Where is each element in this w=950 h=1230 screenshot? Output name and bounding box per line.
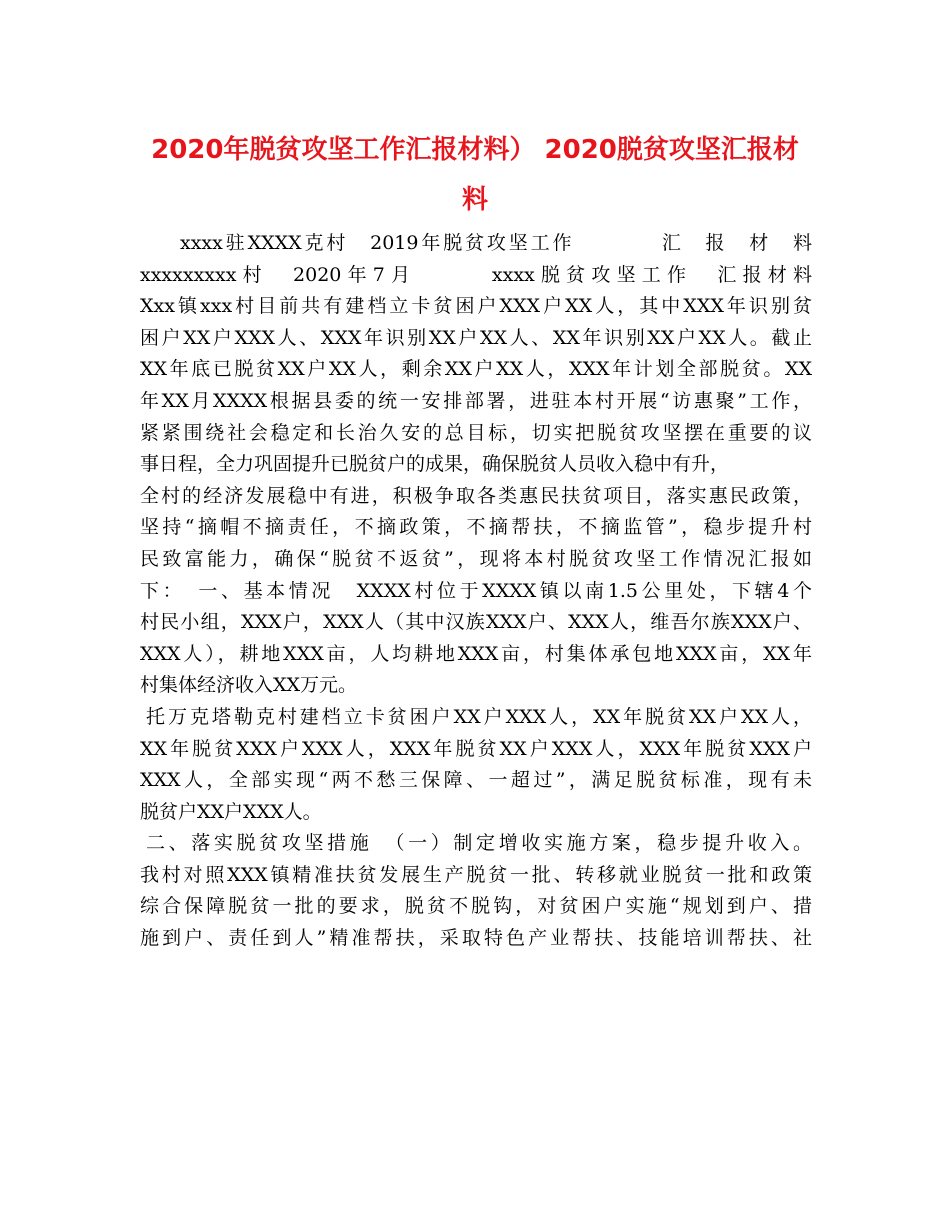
body-line: 全村的经济发展稳中有进，积极争取各类惠民扶贫项目，落实惠民政策， (140, 484, 812, 507)
body-line: 民致富能力，确保“脱贫不返贫”，现将本村脱贫攻坚工作情况汇报如 (140, 547, 812, 570)
body-line: 年XX月XXXX根据县委的统一安排部署，进驻本村开展“访惠聚”工作， (140, 389, 812, 412)
document-body (140, 228, 812, 955)
body-line: 综合保障脱贫一批的要求，脱贫不脱钩，对贫困户实施“规划到户、措 (140, 895, 812, 918)
body-line: 坚持“摘帽不摘责任，不摘政策，不摘帮扶，不摘监管”，稳步提升村 (140, 516, 812, 539)
body-line: 我村对照XXX镇精准扶贫发展生产脱贫一批、转移就业脱贫一批和政策 (140, 863, 812, 886)
body-line: 村民小组，XXX户，XXX人（其中汉族XXX户、XXX人，维吾尔族XXX户、 (140, 611, 812, 634)
body-line-header-2: xxxxxxxxx村 2020年7月 xxxx脱贫攻坚工作 汇报材料 (140, 263, 812, 286)
body-line: 事日程，全力巩固提升已脱贫户的成果，确保脱贫人员收入稳中有升， (140, 453, 730, 476)
body-line: XXX人，全部实现“两不愁三保障、一超过”，满足脱贫标准，现有未 (140, 769, 812, 792)
body-line-header-1: xxxx驻XXXX克村 2019年脱贫攻坚工作 汇 报 材 料 (180, 232, 812, 254)
body-line: 脱贫户XX户XXX人。 (140, 800, 322, 823)
body-line: 施到户、责任到人”精准帮扶，采取特色产业帮扶、技能培训帮扶、社 (140, 927, 812, 950)
body-line-section-1: 下： 一、基本情况 XXXX村位于XXXX镇以南1.5公里处，下辖4个 (140, 579, 812, 602)
body-line: Xxx镇xxx村目前共有建档立卡贫困户XXX户XX人，其中XXX年识别贫 (140, 295, 812, 318)
body-line: XX年底已脱贫XX户XX人，剩余XX户XX人，XXX年计划全部脱贫。XX (140, 358, 812, 381)
body-line-section-2: 二、落实脱贫攻坚措施 （一）制定增收实施方案，稳步提升收入。 (146, 832, 812, 855)
body-line: 困户XX户XXX人、XXX年识别XX户XX人、XX年识别XX户XX人。截止 (140, 326, 812, 349)
body-line: 紧紧围绕社会稳定和长治久安的总目标，切实把脱贫攻坚摆在重要的议 (140, 421, 812, 444)
body-line: XX年脱贫XXX户XXX人，XXX年脱贫XX户XXX人，XXX年脱贫XXX户 (140, 737, 812, 760)
body-line: XXX人），耕地XXX亩，人均耕地XXX亩，村集体承包地XXX亩，XX年 (140, 642, 812, 665)
document-title-line-2: 料 (461, 185, 488, 215)
body-line: 村集体经济收入XX万元。 (140, 674, 358, 697)
body-line-paragraph-2: 托万克塔勒克村建档立卡贫困户XX户XXX人，XX年脱贫XX户XX人， (146, 705, 812, 728)
document-title-line-1: 2020年脱贫攻坚工作汇报材料） 2020脱贫攻坚汇报材 (151, 135, 799, 165)
